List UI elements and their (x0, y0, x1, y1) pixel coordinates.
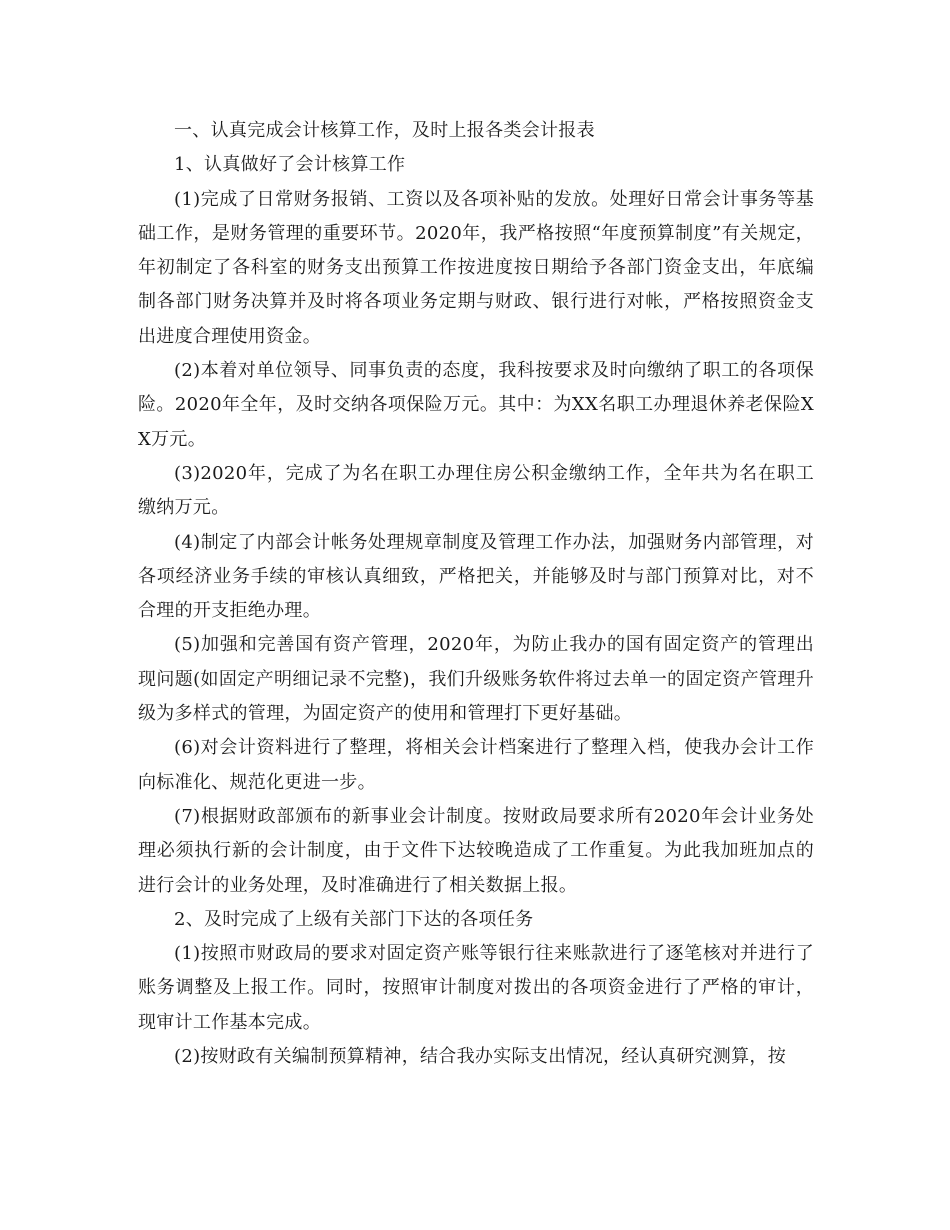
paragraph-1-1: (1)完成了日常财务报销、工资以及各项补贴的发放。处理好日常会计事务等基础工作，是财务管理的重要环节。2020年，我严格按照“年度预算制度”有关规定，年初制定了各科室的财务支出预算工作按进度按日期给予各部门资金支出，年底编制各部门财务决算并及时将各项业务定期与财政、银行进行对帐，严格按照资金支出进度合理使用资金。 (138, 188, 814, 347)
subsection-heading-1: 1、认真做好了会计核算工作 (174, 154, 406, 176)
paragraph-1-2: (2)本着对单位领导、同事负责的态度，我科按要求及时向缴纳了职工的各项保险。2020年全年，及时交纳各项保险万元。其中：为XX名职工办理退休养老保险XX万元。 (138, 360, 814, 450)
paragraph-1-5: (5)加强和完善国有资产管理，2020年，为防止我办的国有固定资产的管理出现问题(如固定产明细记录不完整)，我们升级账务软件将过去单一的固定资产管理升级为多样式的管理，为固定资产的使用和管理打下更好基础。 (138, 634, 814, 725)
paragraph-2-2: (2)按财政有关编制预算精神，结合我办实际支出情况，经认真研究测算，按 (174, 1046, 786, 1068)
section-heading-1: 一、认真完成会计核算工作，及时上报各类会计报表 (174, 120, 595, 141)
subsection-heading-2: 2、及时完成了上级有关部门下达的各项任务 (174, 908, 534, 930)
paragraph-1-4: (4)制定了内部会计帐务处理规章制度及管理工作办法，加强财务内部管理，对各项经济业务手续的审核认真细致，严格把关，并能够及时与部门预算对比，对不合理的开支拒绝办理。 (138, 531, 814, 622)
paragraph-1-3: (3)2020年，完成了为名在职工办理住房公积金缴纳工作，全年共为名在职工缴纳万元。 (138, 462, 814, 519)
paragraph-1-6: (6)对会计资料进行了整理，将相关会计档案进行了整理入档，使我办会计工作向标准化、规范化更进一步。 (138, 737, 814, 793)
document-body (138, 114, 814, 1074)
paragraph-1-7: (7)根据财政部颁布的新事业会计制度。按财政局要求所有2020年会计业务处理必须执行新的会计制度，由于文件下达较晚造成了工作重复。为此我加班加点的进行会计的业务处理，及时准确进行了相关数据上报。 (138, 805, 814, 896)
paragraph-2-1: (1)按照市财政局的要求对固定资产账等银行往来账款进行了逐笔核对并进行了账务调整及上报工作。同时，按照审计制度对拨出的各项资金进行了严格的审计，现审计工作基本完成。 (138, 943, 814, 1033)
